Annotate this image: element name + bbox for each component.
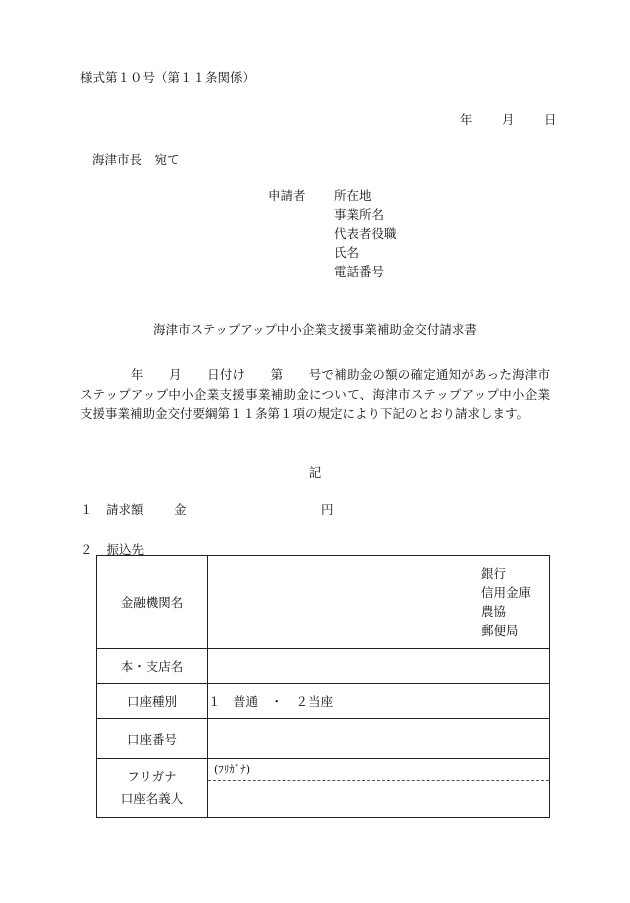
account-number-label: 口座番号 [97,719,208,759]
item2-label: 振込先 [106,542,145,557]
applicant-field-address: 所在地 [334,188,372,203]
bank-type-shinkin: 信用金庫 [481,585,532,600]
bank-label: 金融機関名 [97,556,208,649]
item1-kin: 金 [174,502,187,517]
bank-type-bank: 銀行 [481,566,507,581]
bank-row [97,556,550,649]
bank-type-nokyo: 農協 [481,604,507,619]
applicant-fields [334,186,397,281]
branch-value-cell[interactable] [208,649,550,684]
account-type-value[interactable]: １ 普通 ・ ２当座 [208,684,550,719]
branch-row [97,649,550,684]
date-day-label: 日 [544,112,557,127]
bank-type-options [208,556,549,648]
applicant-heading: 申請者 [268,188,306,203]
item1-number: １ [80,502,93,517]
applicant-field-business-name: 事業所名 [334,207,385,222]
transfer-table [96,555,550,818]
account-number-value-cell[interactable] [208,719,550,759]
form-number: 様式第１０号（第１１条関係） [80,70,256,85]
account-type-row [97,684,550,719]
applicant-field-representative-title: 代表者役職 [334,226,397,241]
applicant-field-phone: 電話番号 [334,264,385,279]
addressee: 海津市長 宛て [92,152,180,167]
item1-label: 請求額 [106,502,144,517]
ki-heading: 記 [308,465,322,480]
bank-value-cell[interactable] [208,556,550,649]
account-holder-row [97,759,550,818]
applicant-field-name: 氏名 [334,245,360,260]
account-holder-value-cell[interactable] [208,759,550,818]
furigana-input-area[interactable]: (ﾌﾘｶﾞﾅ) [208,759,549,781]
date-year-label: 年 [460,112,473,127]
document-title: 海津市ステップアップ中小企業支援事業補助金交付請求書 [153,322,477,337]
account-holder-name-label: 口座名義人 [120,791,184,806]
account-type-label: 口座種別 [97,684,208,719]
account-holder-input-area[interactable] [208,781,549,817]
furigana-label: フリガナ [127,769,177,784]
account-number-row [97,719,550,759]
account-holder-label [97,759,208,818]
item2-number: ２ [80,542,93,557]
bank-type-post: 郵便局 [481,623,519,638]
body-paragraph: 年 月 日付け 第 号で補助金の額の確定通知があった海津市ステップアップ中小企業支援事業補助金について、海津市ステップアップ中小企業支援事業補助金交付要綱第１１条第１項の規定により下記のとおり請求します。 [80,367,550,421]
branch-label: 本・支店名 [97,649,208,684]
item1-yen: 円 [321,502,334,517]
date-month-label: 月 [502,112,515,127]
